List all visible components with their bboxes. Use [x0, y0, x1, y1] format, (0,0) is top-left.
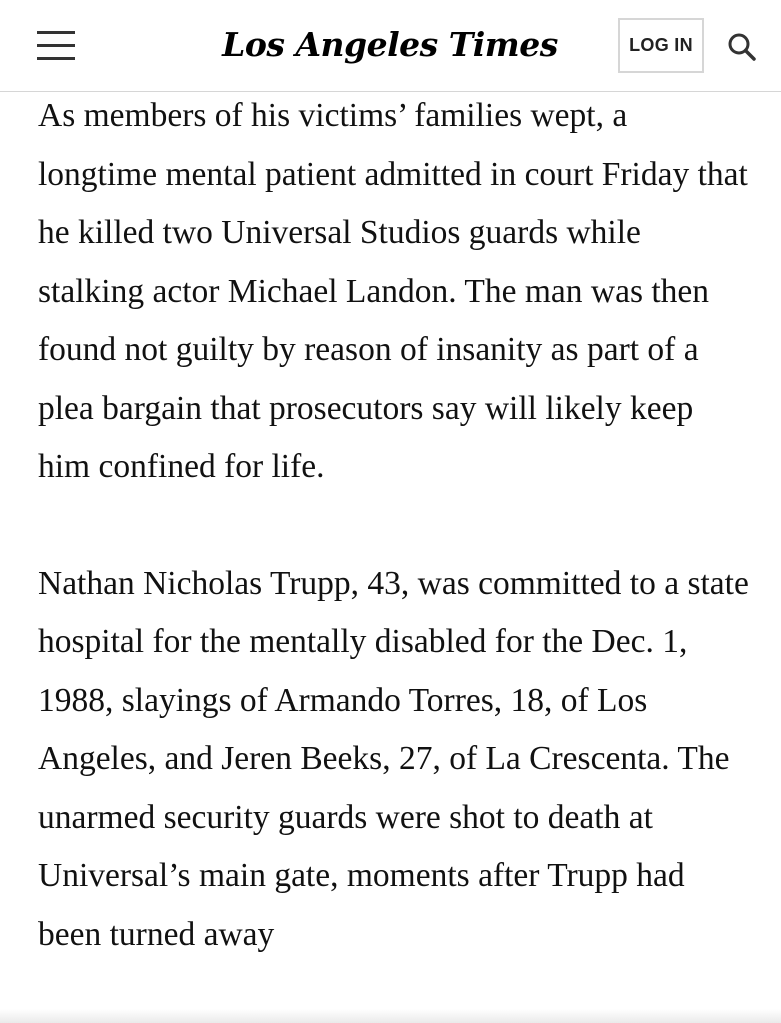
search-icon[interactable]: [726, 31, 758, 63]
article-paragraph: Nathan Nicholas Trupp, 43, was committed to a state hospital for the mentally disabled for the Dec. 1, 1988, slayings of Armando Torres, 18, of Los Angeles, and Jeren Beeks, 27, of La Crescenta. The unarmed security guards were shot to death at Universal’s main gate, moments after Trupp had been turned away: [38, 564, 749, 953]
hamburger-menu-icon[interactable]: [37, 31, 75, 61]
article-paragraph: As members of his victims’ families wept, a longtime mental patient admitted in court Friday that he killed two Universal Studios guards while stalking actor Michael Landon. The man was then found not guilty by reason of insanity as part of a plea bargain that prosecutors say will likely keep him confined for life.: [38, 97, 748, 485]
login-button[interactable]: LOG IN: [618, 18, 704, 73]
site-header: [0, 0, 781, 92]
article-body: [38, 87, 753, 964]
site-logo[interactable]: Los Angeles Times: [222, 25, 558, 64]
bottom-fade: [0, 1009, 781, 1023]
